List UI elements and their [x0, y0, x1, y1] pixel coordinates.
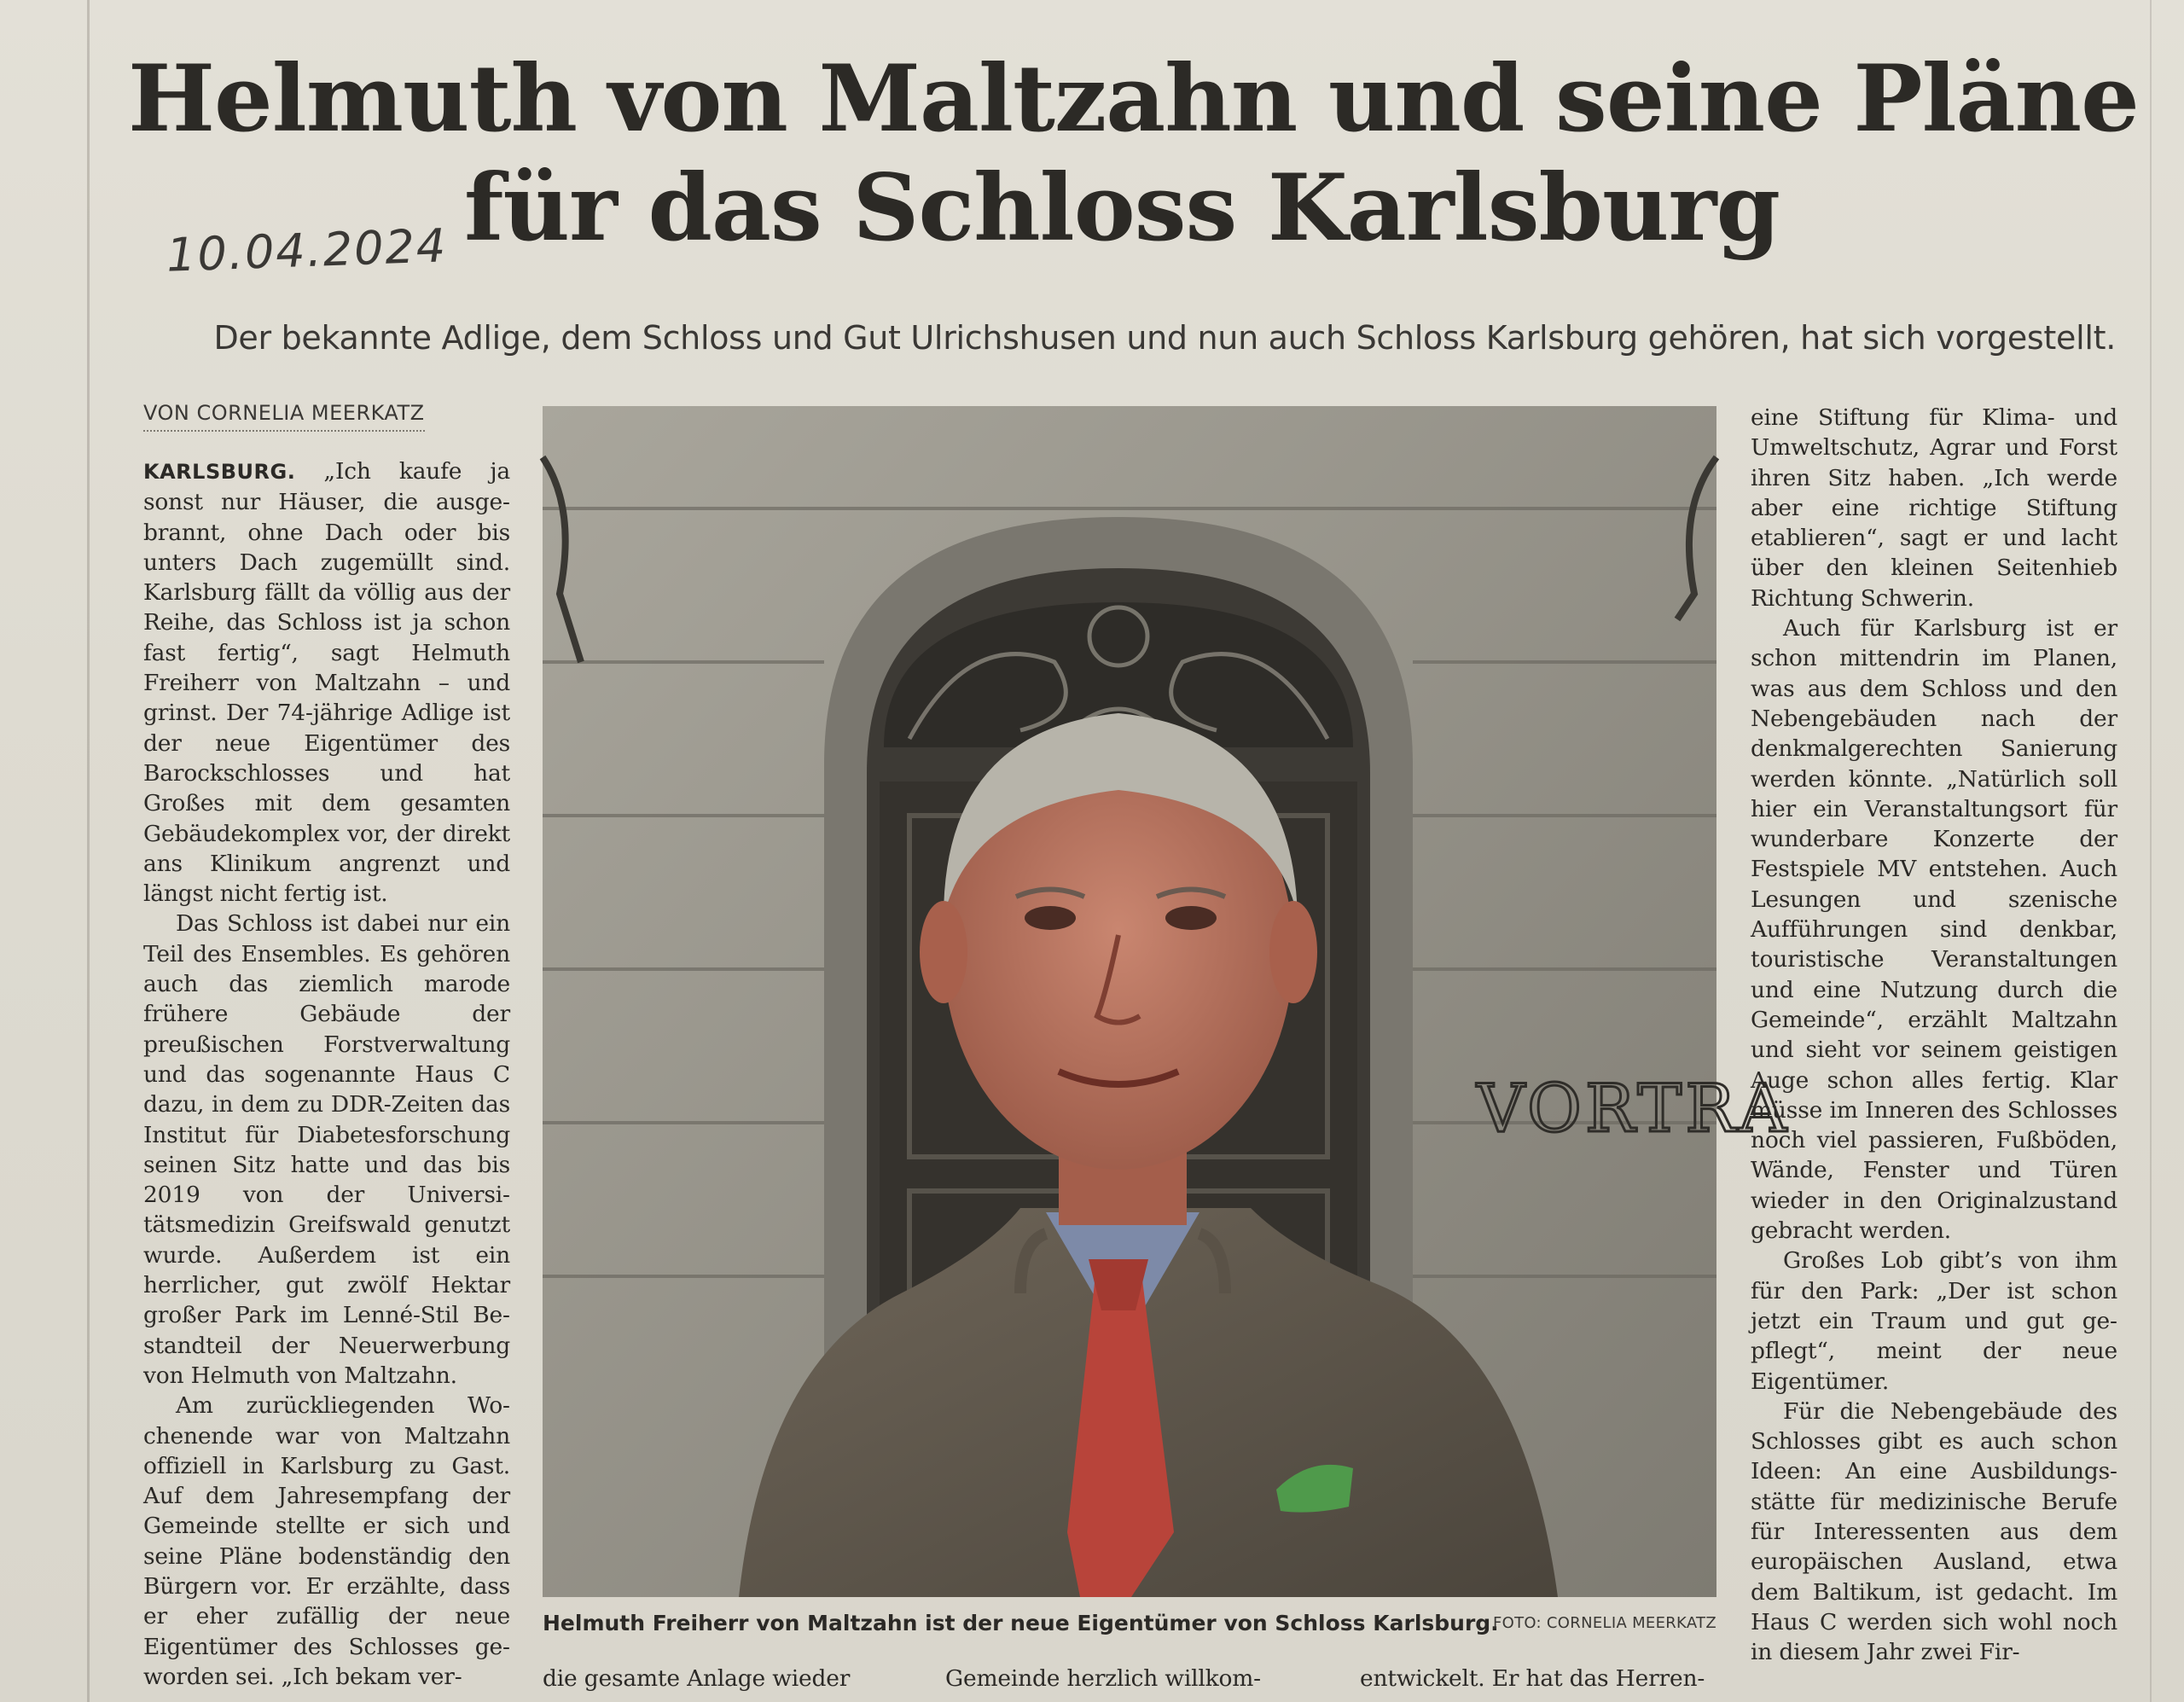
article-column-3 — [1751, 403, 2117, 1667]
continuation-text-2: Gemeinde herzlich willkom- — [945, 1665, 1261, 1692]
building-sign-text: VORTRA — [1477, 1071, 1791, 1147]
paragraph: Für die Nebengebäude des Schlosses gibt es auch schon Ideen: An eine Ausbildungsstätte für medizinische Berufe für Interessenten aus dem europäischen Ausland, etwa dem Baltikum, ist gedacht. Im Haus C werden sich wohl noch in diesem Jahr zwei Fir- — [1751, 1397, 2117, 1666]
article-photo — [543, 406, 1791, 1597]
article-column-1 — [143, 456, 510, 1692]
continuation-text-1: die gesamte Anlage wieder — [543, 1665, 851, 1692]
paragraph: Am zurückliegenden Wochenende war von Maltzahn offiziell in Karlsburg zu Gast. Auf dem Jahresempfang der Gemeinde stellte er sich und seine Pläne bodenständig den Bürgern vor. Er erzählte, dass er eher zufällig der neue Eigentümer des Schlosses geworden sei. „Ich bekam ver- — [143, 1392, 510, 1690]
paragraph: Auch für Karlsburg ist er schon mittendrin im Planen, was aus dem Schloss und den Nebengebäuden nach der denkmalgerechten Sanierung werden könnte. „Natürlich soll hier ein Veranstaltungsort für wunderbare Konzerte der Festspiele MV entstehen. Auch Lesungen und szenische Aufführungen sind denkbar, touristische Veranstaltungen und eine Nutzung durch die Gemeinde“, erzählt Maltzahn und sieht vor seinem geistigen Auge schon alles fertig. Klar müsse im Inneren des Schlosses noch viel passieren, Fußböden, Wände, Fenster und Türen wieder in den Originalzustand gebracht werden. — [1751, 615, 2117, 1245]
dateline: KARLSBURG. — [143, 460, 296, 484]
portrait-photo-illustration — [543, 406, 1791, 1597]
byline: VON CORNELIA MEERKATZ — [143, 401, 425, 432]
paragraph — [143, 456, 510, 909]
handwritten-date: 10.04.2024 — [166, 218, 449, 282]
paragraph-text: „Ich kaufe ja sonst nur Häuser, die ausgebrannt, ohne Dach oder bis unters Dach zugemüllt sind. Karlsburg fällt da völlig aus der Reihe, das Schloss ist ja schon fast fertig“, sagt Helmuth Freiherr von Maltzahn – und grinst. Der 74-jährige Adlige ist der neue Eigentümer des Barockschlosses und hat Großes mit dem gesamten Gebäudekomplex vor, der direkt ans Klinikum angrenzt und längst nicht fertig ist. — [143, 458, 510, 908]
paragraph: Das Schloss ist dabei nur ein Teil des Ensembles. Es gehören auch das ziemlich marode frühere Gebäude der preußischen Forstverwaltung und das sogenannte Haus C dazu, in dem zu DDR-Zeiten das Institut für Diabetesforschung seinen Sitz hatte und das bis 2019 von der Universitätsmedizin Greifswald genutzt wurde. Außerdem ist ein herrlicher, gut zwölf Hektar großer Park im Lenné-Stil Bestandteil der Neuerwerbung von Helmuth von Maltzahn. — [143, 910, 510, 1389]
photo-credit: FOTO: CORNELIA MEERKATZ — [1492, 1614, 1716, 1632]
headline-line-1: Helmuth von Maltzahn und seine Pläne — [128, 45, 2139, 153]
subtitle: Der bekannte Adlige, dem Schloss und Gut Ulrichshusen und nun auch Schloss Karlsburg gehören, hat sich vorgestellt. — [213, 319, 2116, 357]
caption-text: Helmuth Freiherr von Maltzahn ist der neue Eigentümer von Schloss Karlsburg. — [543, 1611, 1499, 1635]
paragraph: eine Stiftung für Klima- und Umweltschutz, Agrar und Forst ihren Sitz haben. „Ich werde aber eine richtige Stiftung etablieren“, sagt er und lacht über den kleinen Seitenhieb Richtung Schwerin. — [1751, 404, 2117, 612]
paper-fold-left — [87, 0, 90, 1702]
paragraph: Großes Lob gibt’s von ihm für den Park: „Der ist schon jetzt ein Traum und gut gepflegt“, meint der neue Eigentümer. — [1751, 1247, 2117, 1395]
headline-line-2: für das Schloss Karlsburg — [464, 154, 1780, 262]
paper-fold-right — [2150, 0, 2152, 1702]
photo-caption — [543, 1611, 1716, 1635]
continuation-text-3: entwickelt. Er hat das Herren- — [1360, 1665, 1705, 1692]
